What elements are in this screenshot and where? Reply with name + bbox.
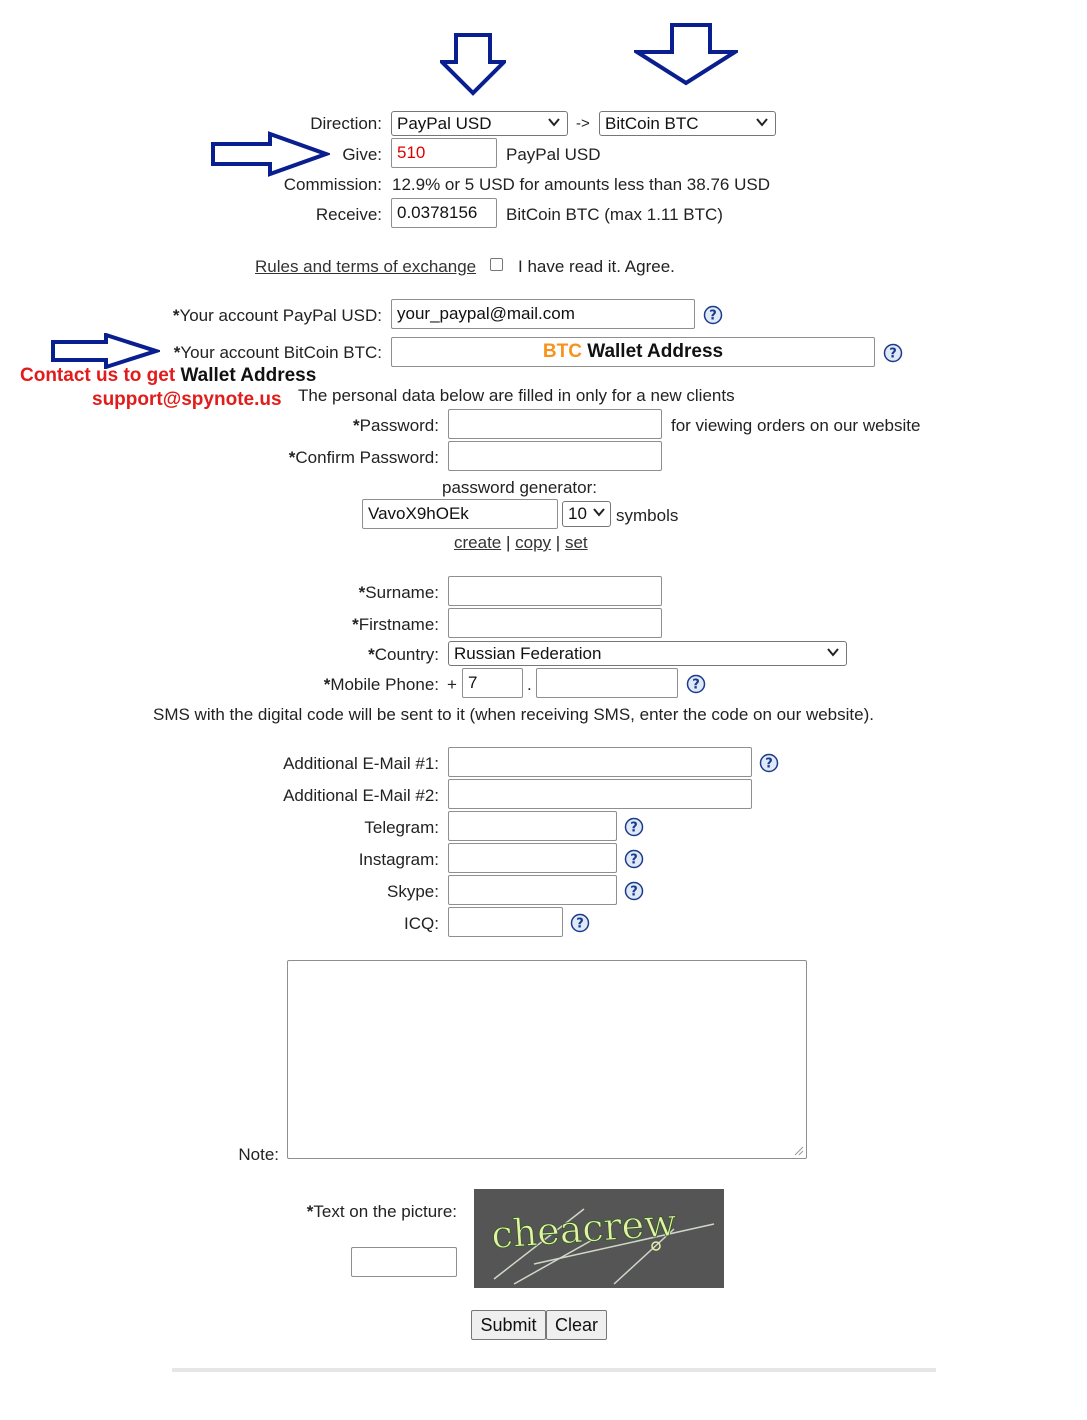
- telegram-input[interactable]: [448, 811, 617, 841]
- email2-label: Additional E-Mail #2:: [283, 786, 439, 805]
- surname-label: [359, 583, 439, 603]
- confirm-password-label: [289, 448, 439, 468]
- confirm-password-label-text: Confirm Password:: [295, 448, 439, 467]
- direction-separator: ->: [576, 115, 590, 132]
- captcha-text: cheacrew: [489, 1200, 678, 1258]
- phone-code-input[interactable]: 7: [462, 668, 523, 698]
- receive-label: Receive:: [315, 205, 382, 224]
- password-hint: for viewing orders on our website: [671, 416, 921, 435]
- give-currency-label: PayPal USD: [506, 145, 601, 164]
- mobile-phone-label: [324, 675, 439, 695]
- captcha-label: [307, 1202, 457, 1222]
- country-label: [368, 645, 439, 665]
- from-currency-value: PayPal USD: [397, 114, 492, 133]
- copy-link[interactable]: copy: [515, 533, 552, 552]
- note-label: Note:: [238, 1145, 279, 1164]
- mobile-phone-label-text: Mobile Phone:: [330, 675, 439, 694]
- commission-value: 12.9% or 5 USD for amounts less than 38.76 USD: [392, 175, 770, 194]
- svg-text:?: ?: [709, 308, 717, 324]
- captcha-label-text: Text on the picture:: [313, 1202, 457, 1221]
- help-icon[interactable]: [624, 817, 644, 837]
- required-mark: *: [368, 645, 375, 664]
- required-mark: *: [306, 1202, 314, 1221]
- promo-black-text: Wallet Address: [180, 365, 317, 386]
- promo-red-text: Contact us to get: [20, 365, 176, 386]
- generator-links: [454, 533, 588, 553]
- required-mark: *: [358, 583, 366, 602]
- note-textarea[interactable]: [287, 960, 807, 1159]
- icq-label: ICQ:: [404, 914, 439, 933]
- svg-text:?: ?: [630, 852, 638, 868]
- required-mark: *: [353, 416, 360, 435]
- help-icon[interactable]: [883, 343, 903, 363]
- required-mark: *: [173, 343, 181, 362]
- password-label: [353, 416, 439, 436]
- clear-button[interactable]: Clear: [546, 1310, 607, 1340]
- required-mark: *: [288, 448, 296, 467]
- svg-text:?: ?: [630, 884, 638, 900]
- phone-plus: +: [447, 675, 457, 694]
- help-icon[interactable]: [624, 849, 644, 869]
- btc-wallet-input[interactable]: [391, 337, 875, 367]
- resize-handle-icon[interactable]: [794, 1146, 804, 1156]
- password-label-text: Password:: [359, 416, 439, 435]
- skype-input[interactable]: [448, 875, 617, 905]
- right-arrow-icon: [50, 333, 160, 369]
- btc-wallet-text: Wallet Address: [587, 341, 724, 362]
- give-label: Give:: [342, 145, 382, 164]
- country-label-text: Country:: [374, 645, 439, 664]
- phone-dot: .: [527, 675, 532, 694]
- telegram-label: Telegram:: [364, 818, 439, 837]
- phone-number-input[interactable]: [536, 668, 678, 698]
- agree-text: I have read it. Agree.: [518, 257, 675, 276]
- svg-text:?: ?: [630, 820, 638, 836]
- generated-password-input[interactable]: VavoX9hOEk: [362, 499, 558, 529]
- email2-input[interactable]: [448, 779, 752, 809]
- help-icon[interactable]: [759, 753, 779, 773]
- from-currency-select[interactable]: [391, 111, 568, 136]
- direction-label: Direction:: [310, 114, 382, 133]
- footer-divider: [172, 1368, 936, 1372]
- link-separator: |: [505, 533, 511, 552]
- svg-text:?: ?: [692, 677, 700, 693]
- country-select[interactable]: [448, 641, 847, 666]
- instagram-input[interactable]: [448, 843, 617, 873]
- chevron-down-icon: [547, 115, 561, 129]
- surname-input[interactable]: [448, 576, 662, 606]
- btc-account-label-text: Your account BitCoin BTC:: [180, 343, 382, 362]
- paypal-account-label-text: Your account PayPal USD:: [179, 306, 382, 325]
- sms-note: SMS with the digital code will be sent to it (when receiving SMS, enter the code on our website).: [153, 705, 874, 724]
- svg-text:?: ?: [765, 756, 773, 772]
- skype-label: Skype:: [387, 882, 439, 901]
- country-value: Russian Federation: [454, 644, 602, 663]
- give-amount-input[interactable]: 510: [391, 138, 497, 168]
- help-icon[interactable]: [570, 913, 590, 933]
- chevron-down-icon: [755, 115, 769, 129]
- help-icon[interactable]: [703, 305, 723, 325]
- password-length-select[interactable]: [562, 501, 611, 527]
- help-icon[interactable]: [624, 881, 644, 901]
- email1-label: Additional E-Mail #1:: [283, 754, 439, 773]
- btc-prefix: BTC: [542, 341, 582, 362]
- to-currency-value: BitCoin BTC: [605, 114, 699, 133]
- to-currency-select[interactable]: [599, 111, 776, 136]
- rules-link[interactable]: Rules and terms of exchange: [255, 257, 477, 276]
- instagram-label: Instagram:: [358, 850, 439, 869]
- help-icon[interactable]: [686, 674, 706, 694]
- captcha-input[interactable]: [351, 1247, 457, 1277]
- svg-text:?: ?: [576, 916, 584, 932]
- paypal-account-label: [173, 306, 382, 326]
- receive-currency-label: BitCoin BTC (max 1.11 BTC): [506, 205, 723, 224]
- personal-data-note: The personal data below are filled in only for a new clients: [298, 386, 735, 405]
- svg-text:?: ?: [889, 346, 897, 362]
- email1-input[interactable]: [448, 747, 752, 777]
- icq-input[interactable]: [448, 907, 563, 937]
- agree-checkbox[interactable]: [490, 258, 503, 271]
- promo-email: support@spynote.us: [92, 389, 282, 410]
- password-input[interactable]: [448, 409, 662, 439]
- required-mark: *: [352, 615, 359, 634]
- submit-button[interactable]: Submit: [471, 1310, 546, 1340]
- chevron-down-icon: [592, 505, 606, 519]
- firstname-label: [352, 615, 439, 635]
- captcha-image: [474, 1189, 724, 1288]
- receive-amount-input[interactable]: 0.0378156: [391, 198, 497, 228]
- btc-account-label: [174, 343, 382, 363]
- down-arrow-icon: [440, 32, 506, 96]
- promo-line-1: [20, 365, 316, 387]
- chevron-down-icon: [826, 645, 840, 659]
- set-link[interactable]: set: [564, 533, 588, 552]
- right-arrow-icon: [210, 131, 330, 177]
- password-generator-label: password generator:: [442, 478, 597, 497]
- firstname-input[interactable]: [448, 608, 662, 638]
- surname-label-text: Surname:: [365, 583, 439, 602]
- required-mark: *: [172, 306, 180, 325]
- symbols-label: symbols: [616, 506, 679, 525]
- required-mark: *: [323, 675, 331, 694]
- paypal-account-input[interactable]: your_paypal@mail.com: [391, 299, 695, 329]
- firstname-label-text: Firstname:: [358, 615, 439, 634]
- create-link[interactable]: create: [454, 533, 502, 552]
- commission-label: Commission:: [283, 175, 382, 194]
- password-length-value: 10: [568, 504, 587, 523]
- link-separator: |: [555, 533, 561, 552]
- confirm-password-input[interactable]: [448, 441, 662, 471]
- down-arrow-icon: [634, 22, 738, 86]
